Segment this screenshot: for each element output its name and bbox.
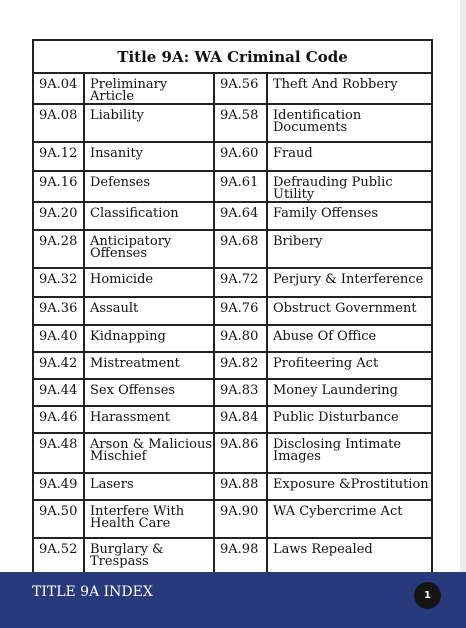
chapter-title-right: WA Cybercrime Act bbox=[267, 500, 432, 538]
table-row bbox=[33, 406, 432, 433]
chapter-code-right: 9A.61 bbox=[214, 171, 267, 202]
chapter-code-left: 9A.36 bbox=[33, 297, 84, 325]
chapter-code-right: 9A.90 bbox=[214, 500, 267, 538]
chapter-code-right: 9A.72 bbox=[214, 268, 267, 297]
chapter-title-right: Money Laundering bbox=[267, 379, 432, 406]
table-row bbox=[33, 352, 432, 379]
table-row bbox=[33, 433, 432, 473]
table-body bbox=[33, 73, 432, 575]
chapter-title-right: Perjury & Interference bbox=[267, 268, 432, 297]
footer-title: TITLE 9A INDEX bbox=[32, 584, 153, 600]
chapter-title-right: Disclosing Intimate Images bbox=[267, 433, 432, 473]
chapter-code-left: 9A.04 bbox=[33, 73, 84, 104]
chapter-code-right: 9A.68 bbox=[214, 230, 267, 268]
chapter-title-left: Arson & Malicious Mischief bbox=[84, 433, 214, 473]
table-row bbox=[33, 473, 432, 500]
table-title: Title 9A: WA Criminal Code bbox=[33, 40, 432, 73]
chapter-code-right: 9A.56 bbox=[214, 73, 267, 104]
table-row bbox=[33, 538, 432, 575]
chapter-title-right: Fraud bbox=[267, 142, 432, 171]
chapter-code-left: 9A.50 bbox=[33, 500, 84, 538]
chapter-code-right: 9A.86 bbox=[214, 433, 267, 473]
chapter-title-right: Obstruct Government bbox=[267, 297, 432, 325]
chapter-code-right: 9A.83 bbox=[214, 379, 267, 406]
chapter-code-right: 9A.76 bbox=[214, 297, 267, 325]
chapter-title-right: Public Disturbance bbox=[267, 406, 432, 433]
chapter-code-left: 9A.46 bbox=[33, 406, 84, 433]
table-row bbox=[33, 104, 432, 142]
chapter-title-left: Anticipatory Offenses bbox=[84, 230, 214, 268]
chapter-code-left: 9A.49 bbox=[33, 473, 84, 500]
chapter-title-left: Classification bbox=[84, 202, 214, 230]
chapter-code-left: 9A.48 bbox=[33, 433, 84, 473]
chapter-title-left: Mistreatment bbox=[84, 352, 214, 379]
chapter-code-right: 9A.58 bbox=[214, 104, 267, 142]
page-edge-shadow bbox=[460, 0, 466, 572]
chapter-code-left: 9A.40 bbox=[33, 325, 84, 352]
chapter-title-left: Harassment bbox=[84, 406, 214, 433]
chapter-title-right: Profiteering Act bbox=[267, 352, 432, 379]
table-row bbox=[33, 268, 432, 297]
criminal-code-table bbox=[32, 39, 433, 576]
chapter-title-left: Liability bbox=[84, 104, 214, 142]
table-row bbox=[33, 325, 432, 352]
chapter-code-right: 9A.82 bbox=[214, 352, 267, 379]
chapter-title-right: Theft And Robbery bbox=[267, 73, 432, 104]
table-row bbox=[33, 202, 432, 230]
chapter-code-right: 9A.80 bbox=[214, 325, 267, 352]
footer-band bbox=[0, 572, 466, 628]
chapter-title-left: Sex Offenses bbox=[84, 379, 214, 406]
chapter-title-left: Preliminary Article bbox=[84, 73, 214, 104]
table-row bbox=[33, 379, 432, 406]
chapter-code-left: 9A.12 bbox=[33, 142, 84, 171]
chapter-title-right: Family Offenses bbox=[267, 202, 432, 230]
chapter-title-left: Assault bbox=[84, 297, 214, 325]
table-row bbox=[33, 500, 432, 538]
chapter-title-right: Identification Documents bbox=[267, 104, 432, 142]
table-row bbox=[33, 142, 432, 171]
chapter-title-left: Defenses bbox=[84, 171, 214, 202]
chapter-code-right: 9A.60 bbox=[214, 142, 267, 171]
chapter-code-right: 9A.98 bbox=[214, 538, 267, 575]
page-number-badge: 1 bbox=[414, 582, 441, 609]
table-row bbox=[33, 297, 432, 325]
table-row bbox=[33, 171, 432, 202]
chapter-title-right: Exposure &Prostitution bbox=[267, 473, 432, 500]
chapter-title-left: Kidnapping bbox=[84, 325, 214, 352]
chapter-code-left: 9A.44 bbox=[33, 379, 84, 406]
chapter-code-left: 9A.08 bbox=[33, 104, 84, 142]
chapter-title-right: Abuse Of Office bbox=[267, 325, 432, 352]
chapter-code-left: 9A.20 bbox=[33, 202, 84, 230]
chapter-title-left: Interfere With Health Care bbox=[84, 500, 214, 538]
chapter-title-right: Laws Repealed bbox=[267, 538, 432, 575]
table-row bbox=[33, 230, 432, 268]
chapter-code-left: 9A.52 bbox=[33, 538, 84, 575]
chapter-code-right: 9A.88 bbox=[214, 473, 267, 500]
chapter-code-right: 9A.64 bbox=[214, 202, 267, 230]
chapter-code-left: 9A.42 bbox=[33, 352, 84, 379]
chapter-code-left: 9A.32 bbox=[33, 268, 84, 297]
chapter-title-left: Burglary & Trespass bbox=[84, 538, 214, 575]
table-title-row bbox=[33, 40, 432, 73]
chapter-title-left: Insanity bbox=[84, 142, 214, 171]
chapter-title-right: Bribery bbox=[267, 230, 432, 268]
chapter-title-right: Defrauding Public Utility bbox=[267, 171, 432, 202]
chapter-title-left: Homicide bbox=[84, 268, 214, 297]
chapter-title-left: Lasers bbox=[84, 473, 214, 500]
chapter-code-left: 9A.16 bbox=[33, 171, 84, 202]
table-row bbox=[33, 73, 432, 104]
chapter-code-left: 9A.28 bbox=[33, 230, 84, 268]
chapter-code-right: 9A.84 bbox=[214, 406, 267, 433]
